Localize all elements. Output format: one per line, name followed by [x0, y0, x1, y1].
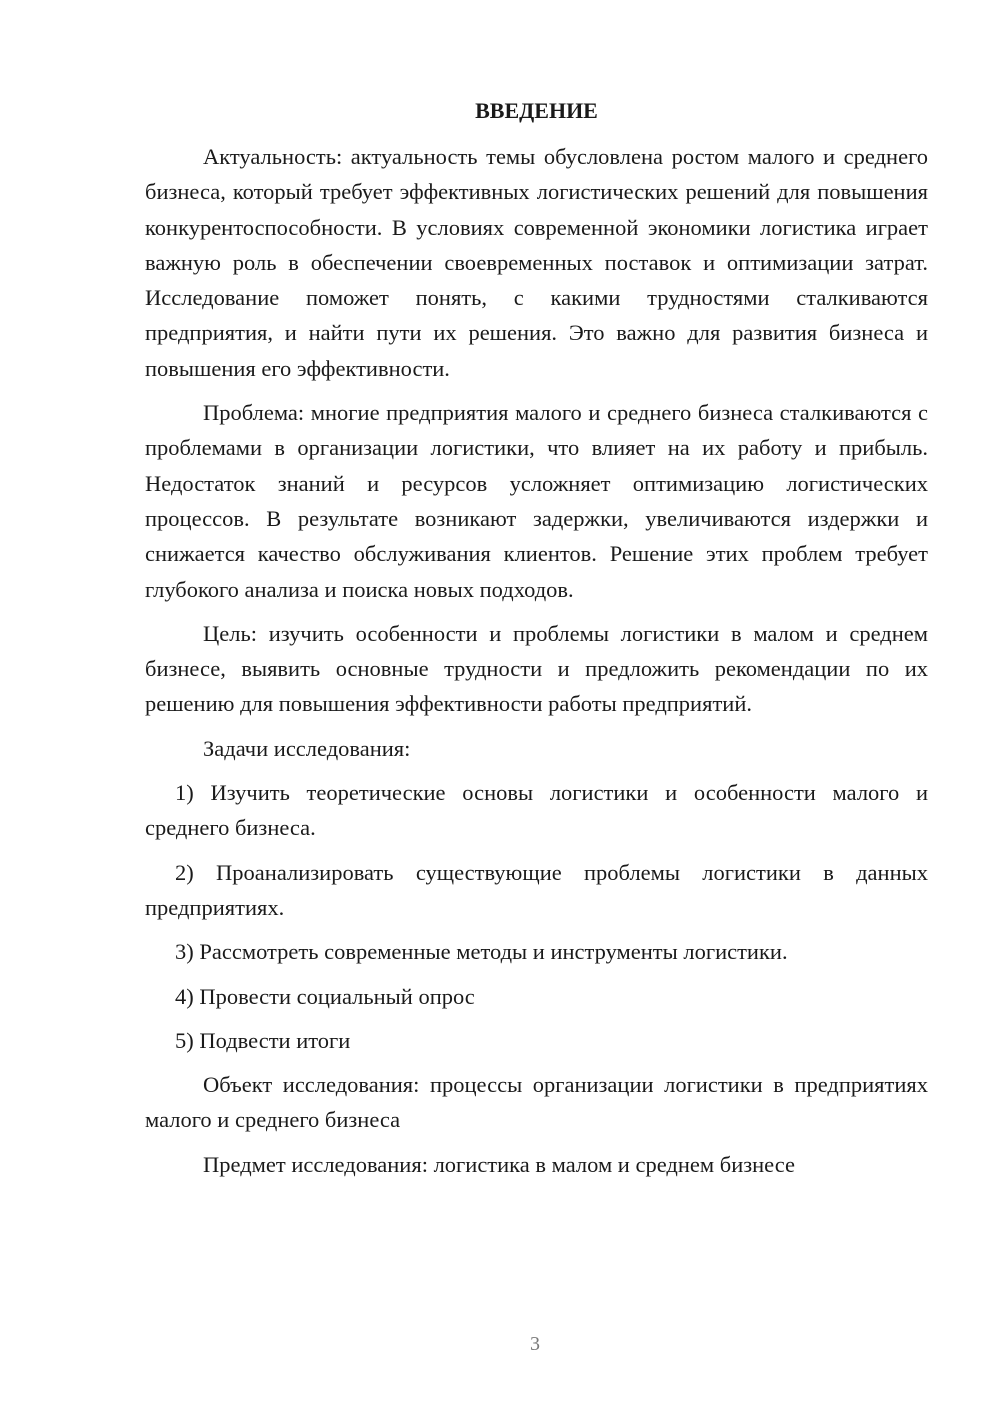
paragraph-subject: Предмет исследования: логистика в малом и среднем бизнесе — [203, 1151, 795, 1177]
section-title: ВВЕДЕНИЕ — [475, 98, 598, 123]
task-item-1: 1) Изучить теоретические основы логистики и особенности малого и среднего бизнеса. — [145, 780, 928, 841]
tasks-heading: Задачи исследования: — [203, 735, 411, 761]
task-item-5: 5) Подвести итоги — [175, 1027, 351, 1053]
paragraph-problem: Проблема: многие предприятия малого и среднего бизнеса сталкиваются с проблемами в организации логистики, что влияет на их работу и прибыль. Недостаток знаний и ресурсов усложняет оптимизацию логистических процессов. В результате возникают задержки, увеличиваются издержки и снижается качество обслуживания клиентов. Решение этих проблем требует глубокого анализа и поиска новых подходов. — [145, 400, 928, 602]
paragraph-object: Объект исследования: процессы организации логистики в предприятиях малого и среднего бизнеса — [145, 1072, 928, 1133]
task-item-2: 2) Проанализировать существующие проблемы логистики в данных предприятиях. — [145, 859, 928, 920]
paragraph-relevance: Актуальность: актуальность темы обусловлена ростом малого и среднего бизнеса, который требует эффективных логистических решений для повышения конкурентоспособности. В условиях современной экономики логистика играет важную роль в обеспечении своевременных поставок и оптимизации затрат. Исследование поможет понять, с какими трудностями сталкиваются предприятия, и найти пути их решения. Это важно для развития бизнеса и повышения его эффективности. — [145, 144, 928, 381]
task-item-3: 3) Рассмотреть современные методы и инструменты логистики. — [175, 939, 788, 965]
paragraph-goal: Цель: изучить особенности и проблемы логистики в малом и среднем бизнесе, выявить основные трудности и предложить рекомендации по их решению для повышения эффективности работы предприятий. — [145, 620, 928, 717]
task-item-4: 4) Провести социальный опрос — [175, 983, 475, 1009]
page-content — [145, 92, 928, 1191]
page-number: 3 — [530, 1333, 540, 1355]
